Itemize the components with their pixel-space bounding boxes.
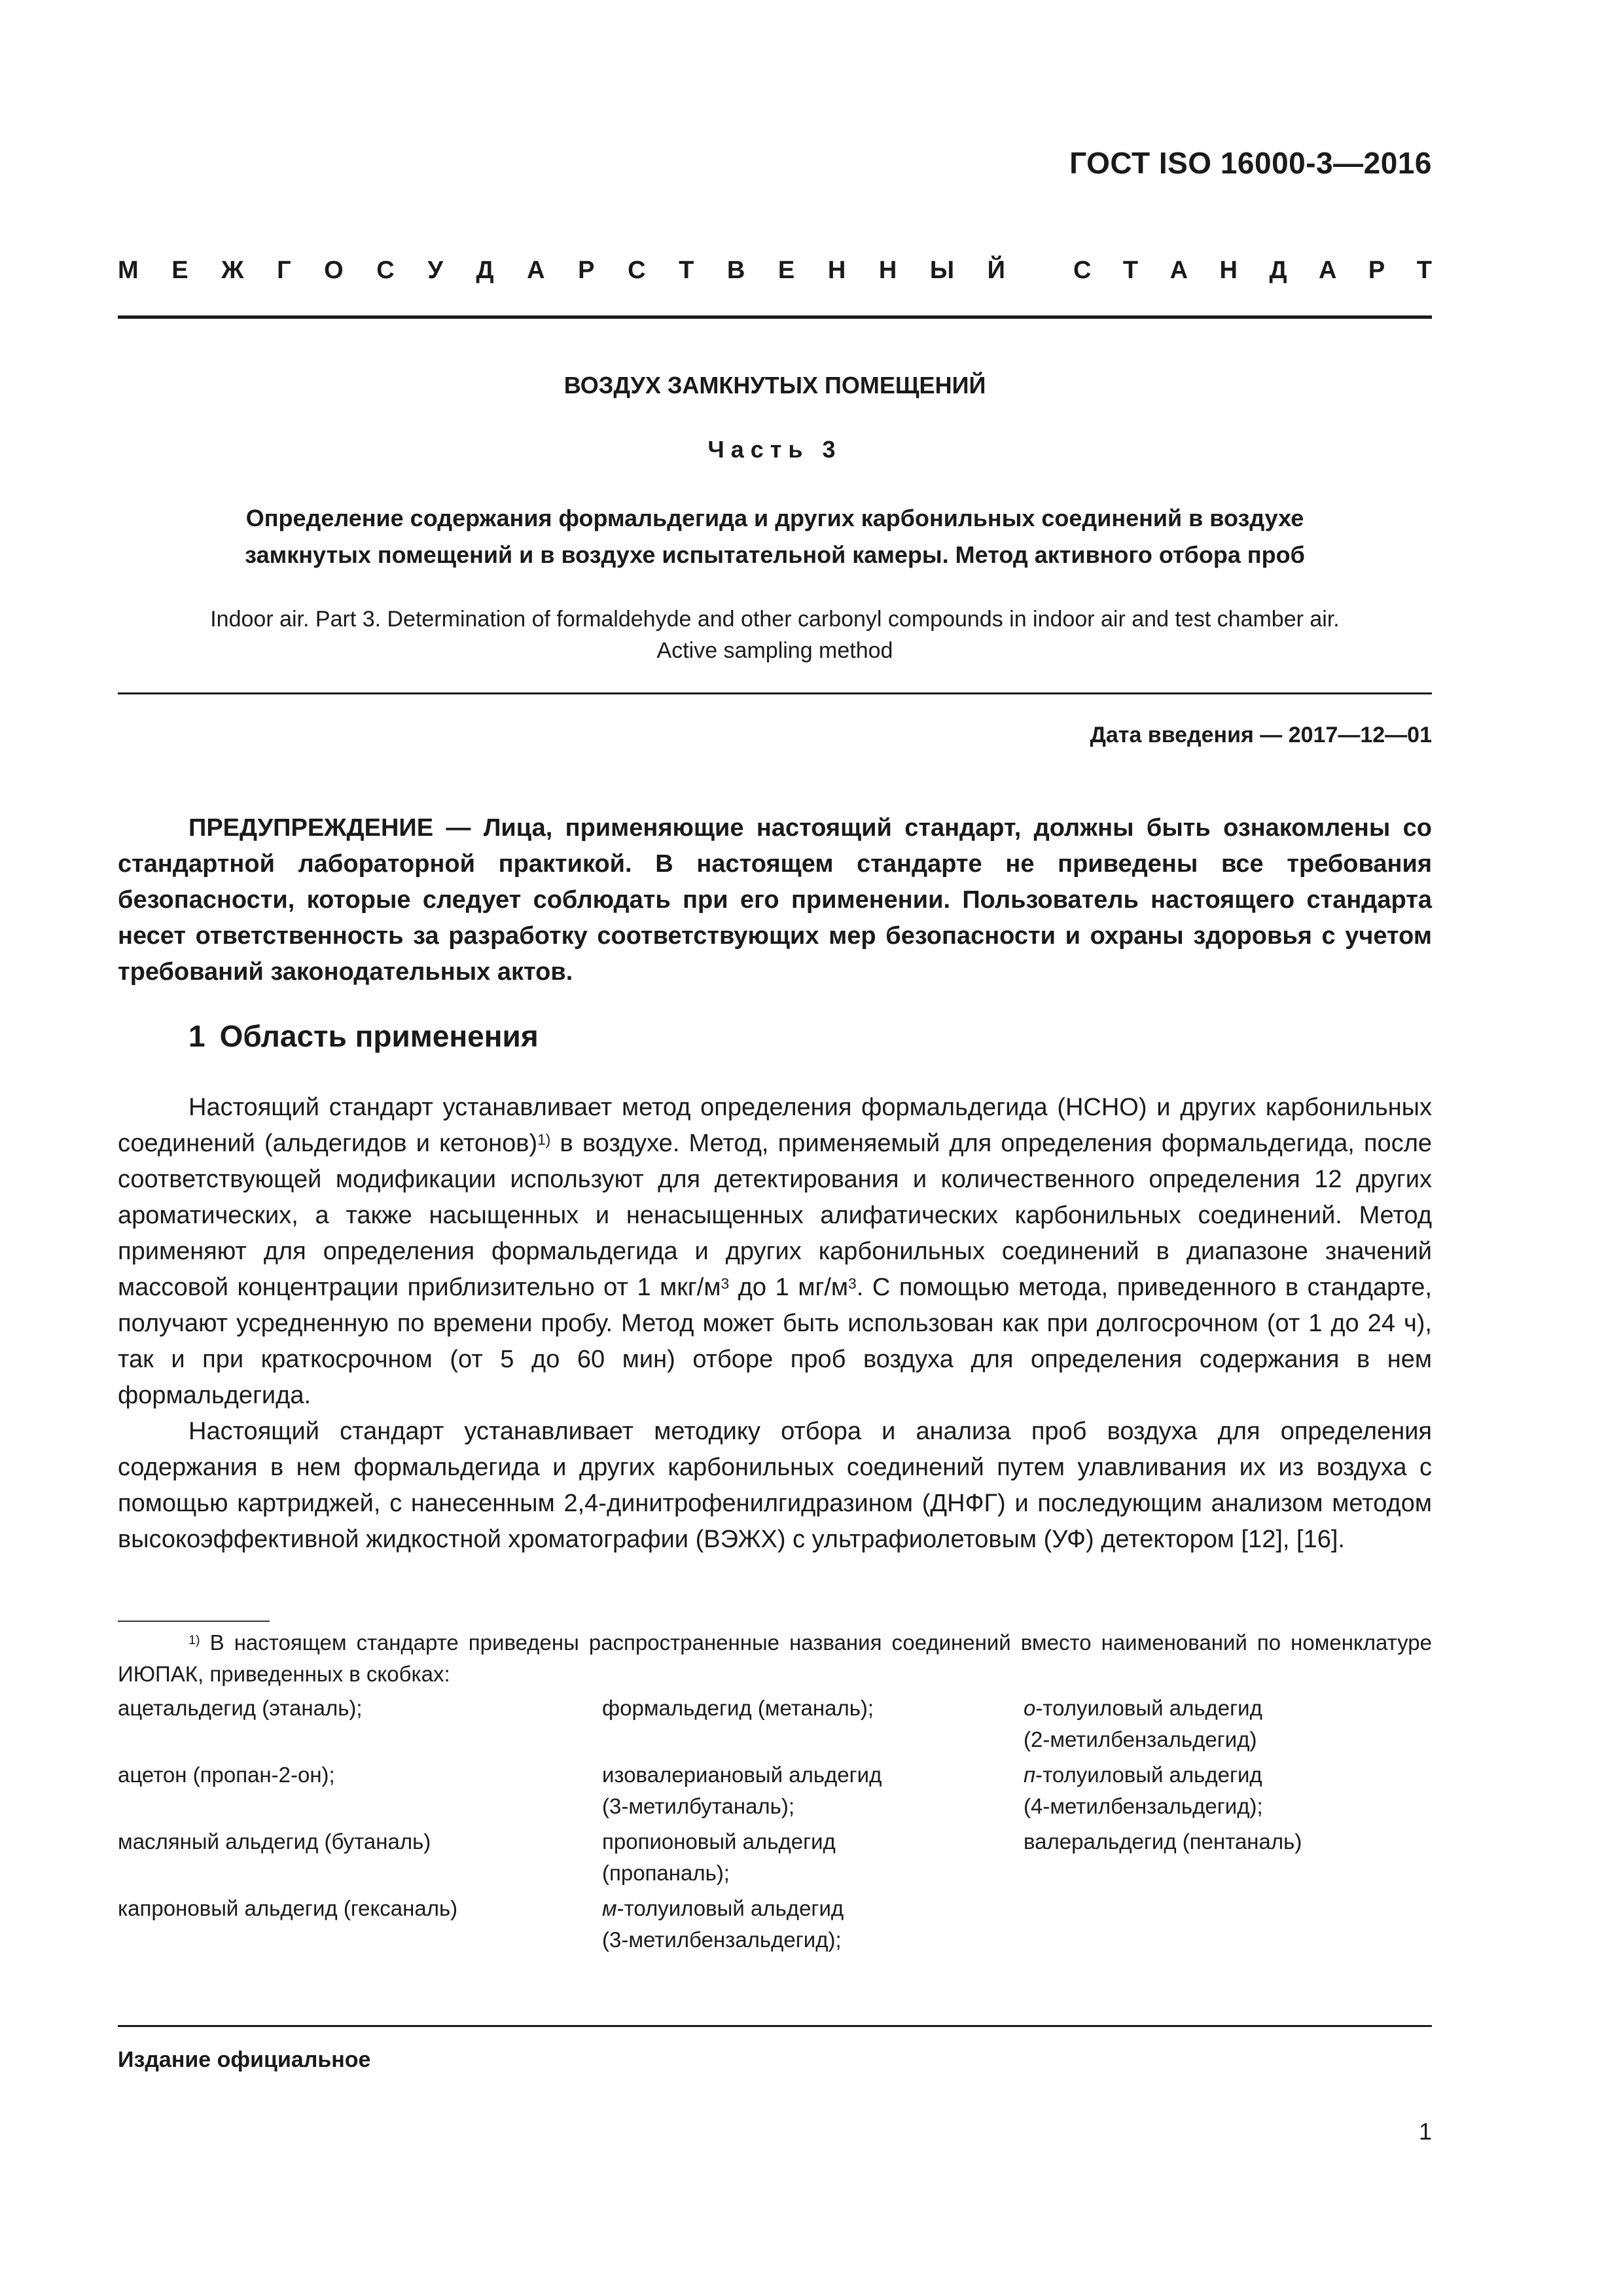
heading-letter: М (118, 257, 139, 284)
heading-letter: Н (1219, 257, 1238, 284)
compound-item (1024, 1759, 1432, 1822)
section-title: Область применения (219, 1019, 539, 1053)
heading-letter: Р (578, 257, 595, 284)
heading-letter: Д (476, 257, 494, 284)
footnote-mark: 1) (188, 1633, 200, 1648)
footnote-intro (118, 1627, 1432, 1690)
compound-prefix: о (1024, 1696, 1036, 1720)
heading-letter: А (1169, 257, 1188, 284)
subtitle-line-1: Определение содержания формальдегида и других карбонильных соединений в воздухе (245, 505, 1304, 531)
heading-letter: Д (1269, 257, 1287, 284)
heading-letter: А (1319, 257, 1337, 284)
heading-letter: В (726, 257, 745, 284)
heading-letter: Е (777, 257, 795, 284)
heading-letter: Н (827, 257, 846, 284)
title-rule (118, 692, 1432, 694)
compound-text: (3-метилбензальдегид); (602, 1928, 842, 1952)
section-body (118, 1090, 1432, 1558)
compound-item (602, 1759, 1024, 1822)
compound-text: (4-метилбензальдегид); (1024, 1794, 1263, 1818)
compound-text: (3-метилбутаналь); (602, 1794, 795, 1818)
official-edition-note: Издание официальное (118, 2047, 371, 2072)
heading-letter: У (427, 257, 443, 284)
compound-text: изовалериановый альдегид (602, 1763, 882, 1787)
compound-prefix: п (1024, 1763, 1036, 1787)
heading-letter: Р (1368, 257, 1385, 284)
paragraph-2: Настоящий стандарт устанавливает методику отбора и анализа проб воздуха для определения содержания в нем формальдегида и других карбонильных соединений путем улавливания их из воздуха с помощью картриджей, с нанесенным 2,4-динитрофенилгидразином (ДНФГ) и последующим анализом методом высокоэффективной жидкостной хроматографии (ВЭЖХ) с ультрафиолетовым (УФ) детектором [12], [16]. (118, 1418, 1432, 1553)
standard-type-word-interstate (118, 257, 1005, 285)
paragraph-1 (118, 1090, 1432, 1414)
heading-letter: О (324, 257, 344, 284)
heading-letter: Г (277, 257, 291, 284)
heading-letter: А (527, 257, 545, 284)
compound-text: -толуиловый альдегид (1035, 1763, 1262, 1787)
footnote-ref: 1) (537, 1130, 551, 1148)
standard-title: ВОЗДУХ ЗАМКНУТЫХ ПОМЕЩЕНИЙ (563, 372, 986, 399)
standard-designation: ГОСТ ISO 16000-3—2016 (1069, 146, 1432, 180)
paragraph-1-text-b: в воздухе. Метод, применяемый для определения формальдегида, после соответствующей модификации используют для детектирования и количественного определения 12 других ароматических, а также насыщенных и ненасыщенных алифатических карбонильных соединений. Метод применяют для определения формальдегида и других карбонильных соединений в диапазоне значений массовой концентрации приблизительно от 1 мкг/м (118, 1130, 1433, 1301)
heading-letter: Ж (221, 257, 244, 284)
compound-prefix: м (602, 1896, 617, 1920)
compound-item: ацетальдегид (этаналь); (118, 1696, 363, 1720)
footer-rule (118, 2025, 1432, 2027)
compound-item (1024, 1826, 1432, 1889)
compound-item: капроновый альдегид (гексаналь) (118, 1896, 458, 1920)
heading-letter: Т (679, 257, 694, 284)
compound-item (602, 1826, 1024, 1889)
standard-part: Часть 3 (707, 436, 842, 463)
compound-text: (2-метилбензальдегид) (1024, 1727, 1257, 1751)
footnote-intro-text: В настоящем стандарте приведены распространенные названия соединений вместо наименований по номенклатуре ИЮПАК, приведенных в скобках: (118, 1630, 1432, 1686)
compound-text: (пропаналь); (602, 1861, 730, 1885)
compound-text: -толуиловый альдегид (616, 1896, 844, 1920)
footnote-compound-list (118, 1693, 1432, 1956)
standard-type-heading (118, 257, 1432, 285)
english-title (118, 603, 1432, 666)
compound-item (1024, 1693, 1432, 1755)
compound-text: -толуиловый альдегид (1035, 1696, 1262, 1720)
section-heading (188, 1018, 539, 1054)
english-title-line-1: Indoor air. Part 3. Determination of formaldehyde and other carbonyl compounds in indoor air and test chamber air. (210, 607, 1340, 632)
standard-subtitle (118, 500, 1432, 573)
compound-text: валеральдегид (пентаналь) (1024, 1829, 1302, 1854)
heading-letter: Т (1416, 257, 1432, 284)
compound-item: ацетон (пропан-2-он); (118, 1763, 335, 1787)
footnote-separator (118, 1621, 270, 1622)
paragraph-1-text-c: до 1 мг/м (729, 1274, 849, 1301)
superscript-cube: 3 (848, 1274, 857, 1292)
english-title-line-2: Active sampling method (656, 638, 893, 663)
heading-letter: Й (987, 257, 1005, 284)
heading-letter: Е (171, 257, 188, 284)
safety-warning: ПРЕДУПРЕЖДЕНИЕ — Лица, применяющие настоящий стандарт, должны быть ознакомлены со стандартной лабораторной практикой. В настоящем стандарте не приведены все требования безопасности, которые следует соблюдать при его применении. Пользователь настоящего стандарта несет ответственность за разработку соответствующих мер безопасности и охраны здоровья с учетом требований законодательных актов. (118, 814, 1432, 986)
section-number: 1 (188, 1019, 205, 1053)
standard-type-word-standard (1073, 257, 1432, 285)
heading-letter: Т (1122, 257, 1139, 284)
heading-letter: Ы (929, 257, 955, 284)
heading-letter: Н (878, 257, 897, 284)
compound-item: масляный альдегид (бутаналь) (118, 1829, 431, 1854)
compound-text: пропионовый альдегид (602, 1829, 836, 1854)
paragraph-1-text-d: . С помощью метода, приведенного в стандарте, получают усредненную по времени пробу. Метод может быть использован как при долгосрочном (от 1 до 24 ч), так и при краткосрочном (от 5 до 60 мин) отборе проб воздуха для определения содержания в нем формальдегида. (118, 1274, 1433, 1409)
header-rule (118, 315, 1432, 319)
page-number: 1 (1418, 2118, 1432, 2145)
subtitle-line-2: замкнутых помещений и в воздухе испытательной камеры. Метод активного отбора проб (245, 541, 1305, 568)
introduction-date: Дата введения — 2017—12—01 (1090, 723, 1432, 747)
heading-letter: С (628, 257, 646, 284)
heading-letter: С (376, 257, 395, 284)
superscript-cube: 3 (721, 1274, 730, 1292)
heading-letter: С (1073, 257, 1092, 284)
paragraph-1-text-a: Настоящий стандарт устанавливает метод определения формальдегида (НСНО) и других карбонильных соединений (альдегидов и кетонов) (118, 1094, 1432, 1157)
compound-item (602, 1693, 1024, 1755)
compound-item-empty (1024, 1893, 1432, 1956)
compound-item (602, 1893, 1024, 1956)
compound-text: формальдегид (метаналь); (602, 1696, 874, 1720)
